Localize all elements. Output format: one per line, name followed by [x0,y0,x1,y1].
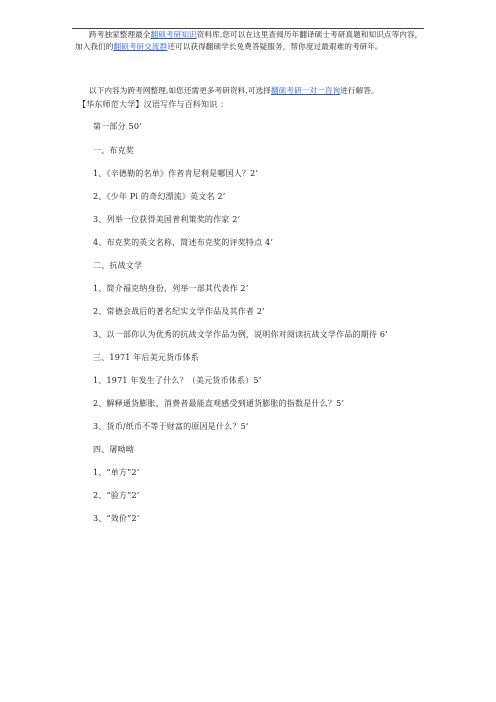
section-title: 二、抗战文学 [93,261,143,270]
section-title: 四、屠呦呦 [93,445,134,454]
section-title: 一、布克奖 [93,146,134,155]
question-item: 1、简介福克纳身份，列举一部其代表作 2’ [93,284,249,293]
intro-text: 跨考独家整理最全 [89,30,151,39]
question-item: 3、以一部你认为优秀的抗战文学作品为例，说明你对阅读抗战文学作品的期待 6’ [93,330,388,339]
question-item: 2、解释通货膨胀，消费者最能直观感受到通货膨胀的指数是什么？5‘ [93,399,345,408]
question-item: 4、布克奖的英文名称，简述布克奖的评奖特点 4’ [93,238,274,247]
question-item: 1、1971 年发生了什么？（美元货币体系）5‘ [93,376,262,385]
question-item: 2、“验方”2’ [93,491,140,500]
question-item: 2、《少年 Pi 的奇幻漂流》英文名 2’ [93,192,226,201]
link-one-on-one-consult[interactable]: 翻硕考研一对一咨询 [270,86,341,95]
question-item: 3、货币/纸币不等于财富的原因是什么？5‘ [93,422,249,431]
exam-heading: 【华东师范大学】汉语写作与百科知识 ： [78,100,229,109]
question-item: 1、《辛德勒的名单》作者肯尼利是哪国人？2’ [93,169,259,178]
link-translation-knowledge[interactable]: 翻硕考研知识 [150,30,197,39]
link-translation-group[interactable]: 翻硕考研交流群 [113,42,168,52]
part-title: 第一部分 50’ [93,122,142,131]
intro-text: 进行解答。 [340,86,379,95]
question-item: 1、“单方”2’ [93,468,140,477]
intro-text: 以下内容为跨考网整理,如您还需更多考研资料,可选择 [89,86,271,95]
intro-paragraph-2 [75,85,425,97]
question-item: 2、常德会战后的著名纪实文学作品及其作者 2’ [93,307,265,316]
question-item: 3、“效价”2’ [93,514,140,523]
section-title: 三、1971 年后美元货币体系 [93,353,199,362]
question-item: 3、列举一位获得美国普利策奖的作家 2’ [93,215,241,224]
intro-text: 资料库,您可以在这里查阅历年翻译硕士考研真题和知识点等内容，加入我们的 [75,30,423,52]
intro-paragraph-1 [75,29,425,54]
intro-text: 还可以获得翻硕学长免费答疑服务，帮你度过最艰难的考研年。 [167,42,383,52]
